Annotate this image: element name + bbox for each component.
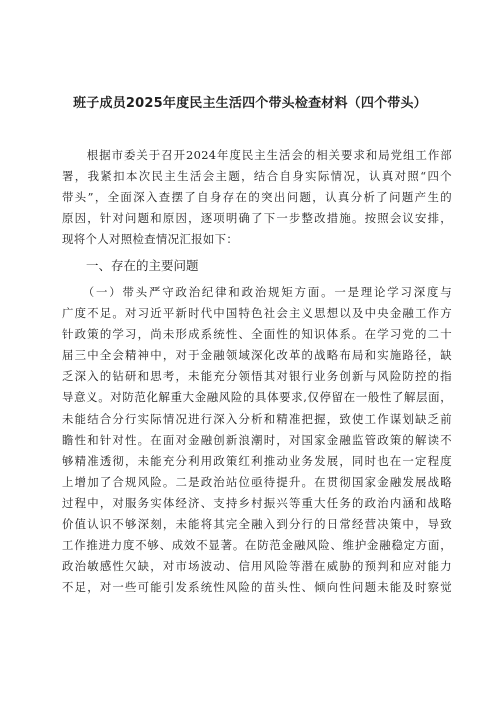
section-line: （一）带头严守政治纪律和政治规矩方面。一是理论学习深度与 — [62, 285, 452, 299]
intro-line: 根据市委关于召开2024年度民主生活会的相关要求和局党组工作部 — [62, 148, 452, 162]
intro-line: 现将个人对照检查情况汇报如下： — [62, 232, 239, 247]
section-line: 过程中，对服务实体经济、支持乡村振兴等重大任务的政治内涵和战略 — [62, 495, 452, 510]
section-line: 政治敏感性欠缺，对市场波动、信用风险等潜在威胁的预判和应对能力 — [62, 559, 452, 574]
section-line: 够精准透彻，未能充分利用政策红利推动业务发展，同时也在一定程度 — [62, 453, 452, 468]
intro-paragraph — [62, 145, 452, 250]
section-heading: 一、存在的主要问题 — [86, 258, 199, 273]
section-line: 针政策的学习，尚未形成系统性、全面性的知识体系。在学习党的二十 — [62, 327, 452, 342]
section-line: 工作推进力度不够、成效不显著。在防范金融风险、维护金融稳定方面， — [62, 538, 452, 553]
section-line: 价值认识不够深刻，未能将其完全融入到分行的日常经营决策中，导致 — [62, 517, 452, 532]
section-line: 不足，对一些可能引发系统性风险的苗头性、倾向性问题未能及时察觉 — [62, 580, 452, 595]
section-line: 导意义。对防范化解重大金融风险的具体要求,仅停留在一般性了解层面， — [62, 390, 452, 405]
section-line: 届三中全会精神中，对于金融领域深化改革的战略布局和实施路径，缺 — [62, 348, 452, 363]
section-line: 广度不足。对习近平新时代中国特色社会主义思想以及中央金融工作方 — [62, 306, 452, 321]
section-line: 乏深入的钻研和思考，未能充分领悟其对银行业务创新与风险防控的指 — [62, 369, 452, 384]
intro-line: 原因，针对问题和原因，逐项明确了下一步整改措施。按照会议安排， — [62, 211, 452, 226]
section-line: 上增加了合规风险。二是政治站位亟待提升。在贯彻国家金融发展战略 — [62, 474, 452, 489]
intro-line: 署，我紧扣本次民主生活会主题，结合自身实际情况，认真对照“四个 — [62, 169, 452, 184]
section-line: 未能结合分行实际情况进行深入分析和精准把握，致使工作谋划缺乏前 — [62, 411, 452, 426]
section-paragraph — [62, 282, 452, 598]
section-line: 瞻性和针对性。在面对金融创新浪潮时，对国家金融监管政策的解读不 — [62, 432, 452, 447]
document-title: 班子成员2025年度民主生活四个带头检查材料（四个带头） — [73, 96, 427, 111]
intro-line: 带头”，全面深入查摆了自身存在的突出问题，认真分析了问题产生的 — [62, 190, 452, 205]
